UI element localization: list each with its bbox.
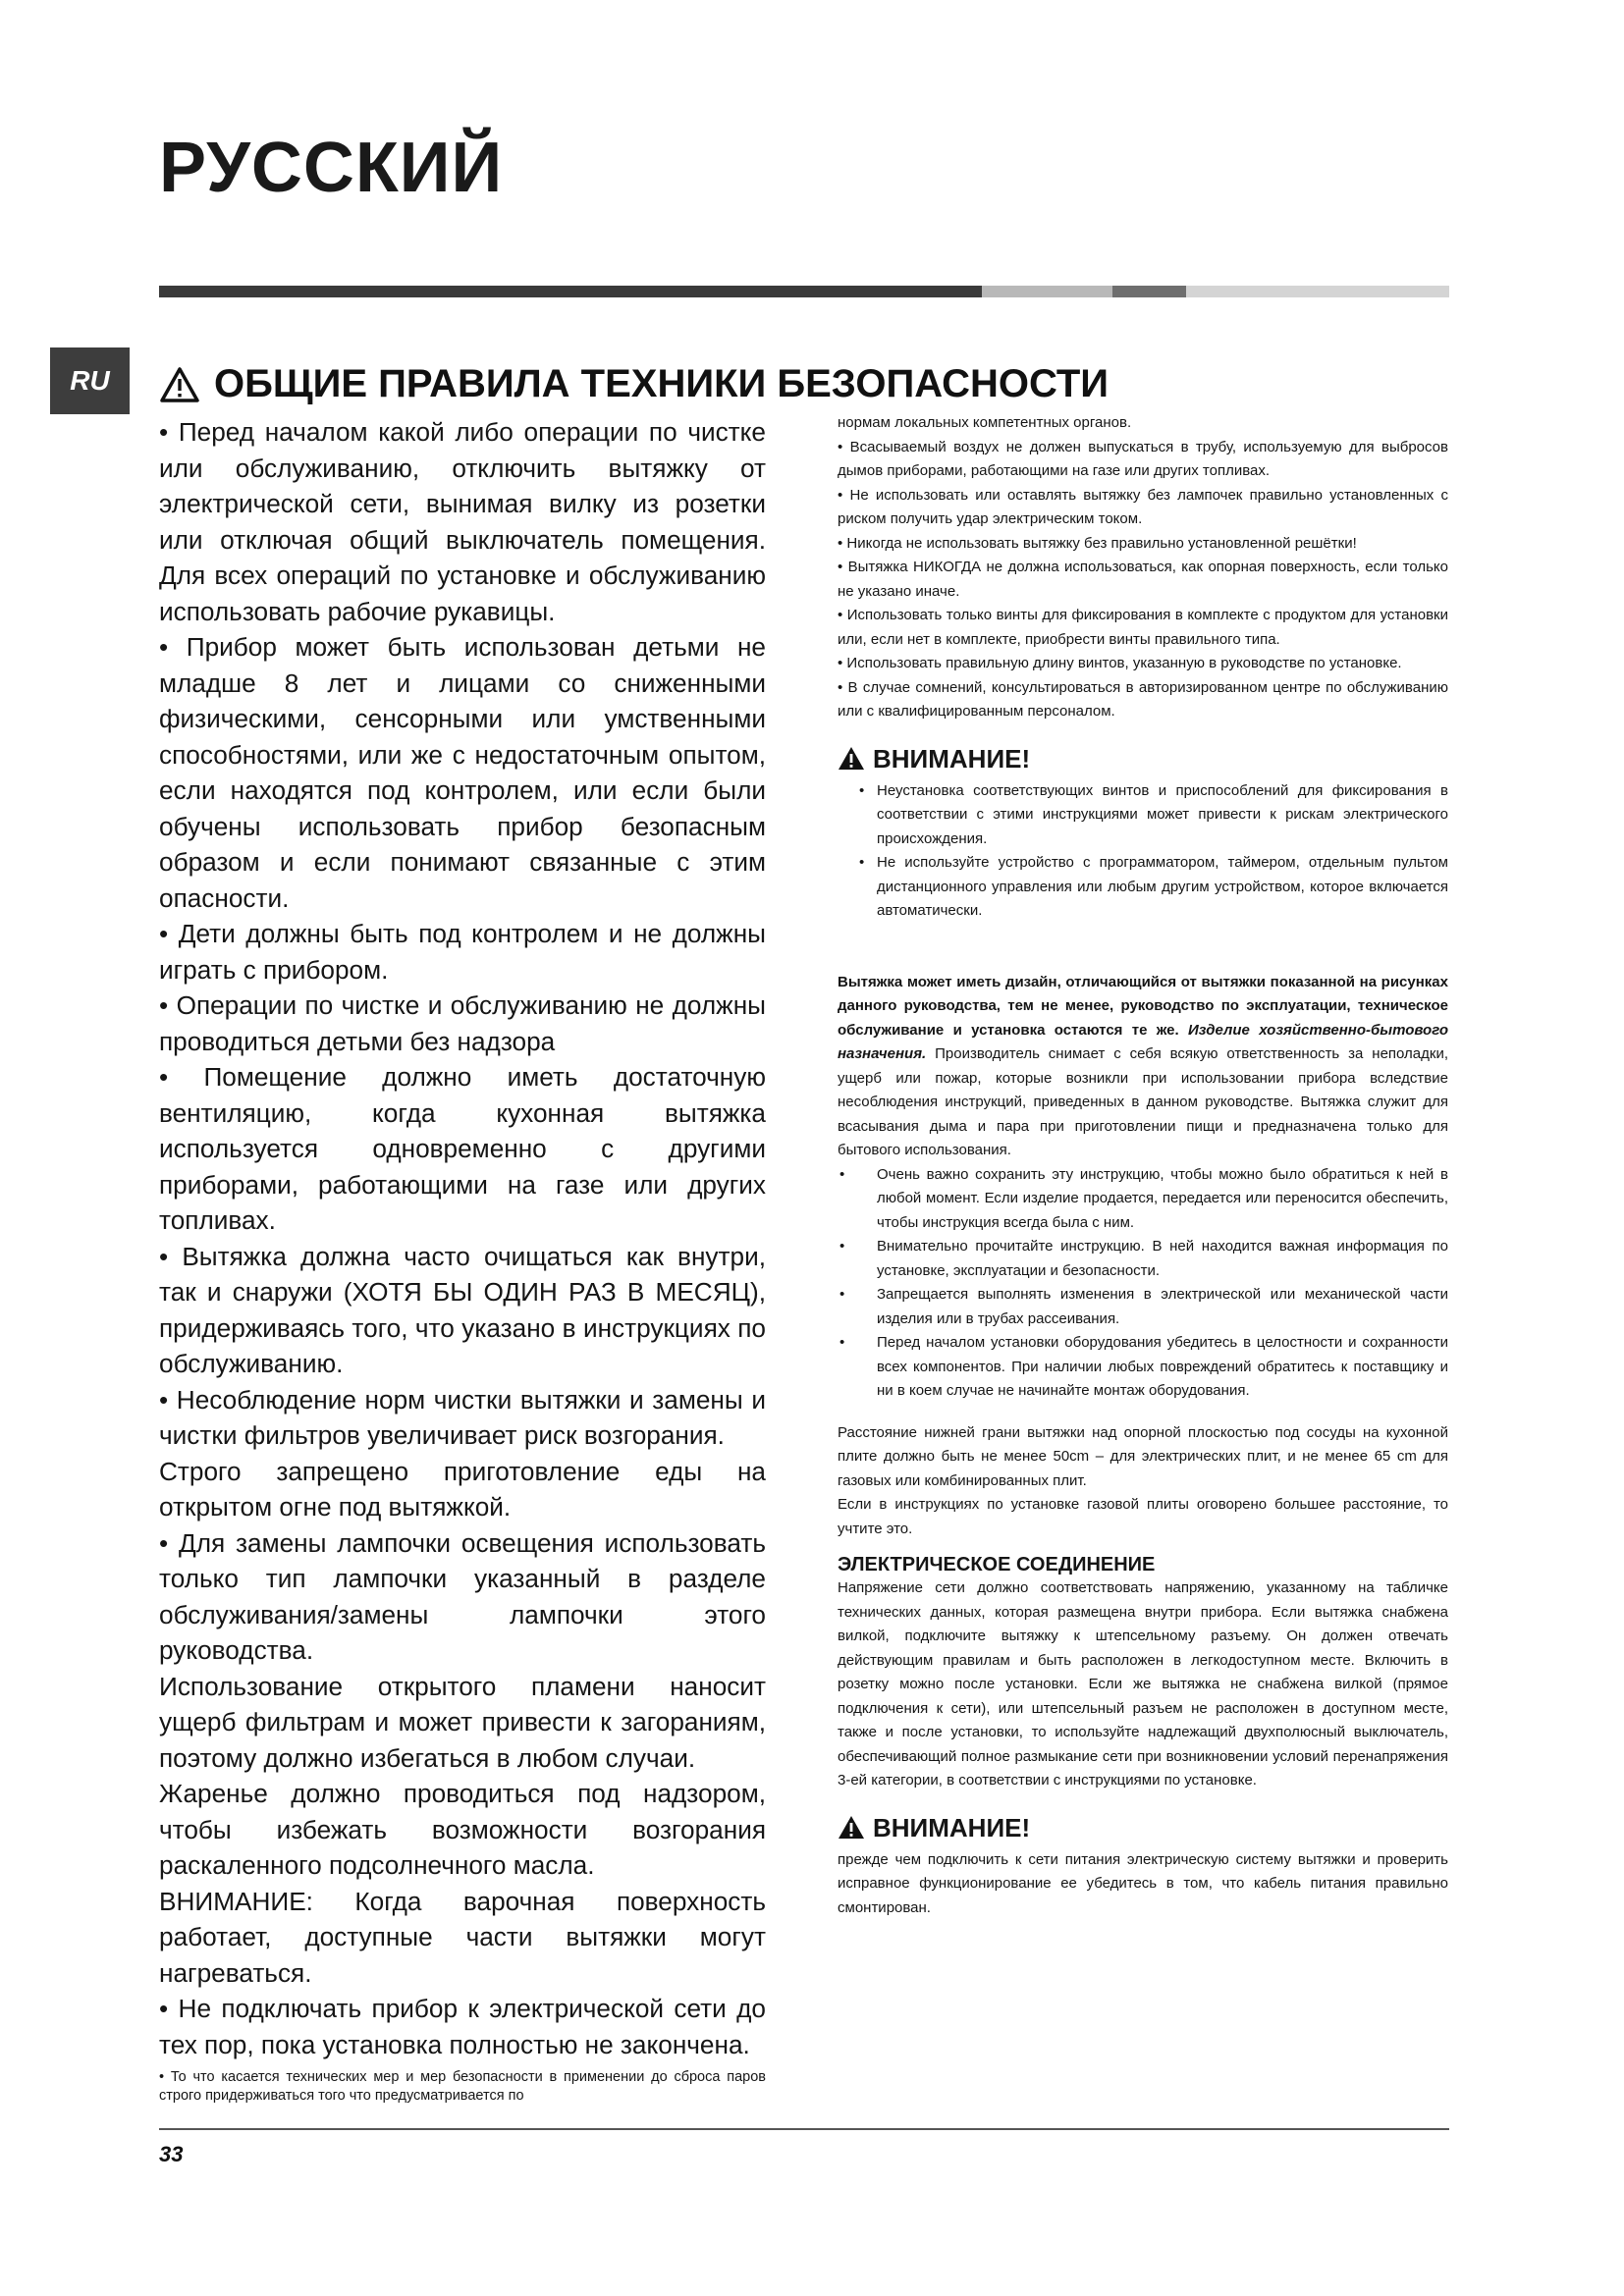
header-stripe-mid — [1112, 286, 1186, 297]
paragraph: Использование открытого пламени наносит ущерб фильтрам и может привести к загораниям, поэтому должно избегаться в любом случаи. — [159, 1671, 766, 1773]
language-title: РУССКИЙ — [159, 129, 504, 207]
bullet-item: • Всасываемый воздух не должен выпускаться в трубу, используемую для выбросов дымов приборами, работающими на газе или других топливах. — [838, 438, 1448, 479]
warning-triangle-filled-icon — [838, 746, 865, 771]
distance-text-2: Если в инструкциях по установке газовой плиты оговорено большее расстояние, то учтите это. — [838, 1496, 1448, 1537]
paragraph: • Вытяжка должна часто очищаться как внутри, так и снаружи (ХОТЯ БЫ ОДИН РАЗ В МЕСЯЦ), придерживаясь того, что указано в инструкциях по обслуживанию. — [159, 1241, 766, 1378]
language-badge: RU — [50, 347, 130, 414]
warning-title: ВНИМАНИЕ! — [873, 743, 1031, 774]
paragraph: • Помещение должно иметь достаточную вентиляцию, когда кухонная вытяжка используется одновременно с другими приборами, работающими на газе или других топливах. — [159, 1062, 766, 1235]
instruction-list — [838, 1163, 1448, 1404]
right-column — [838, 411, 1448, 1920]
warning-triangle-outline-icon — [159, 366, 200, 403]
paragraph: • Прибор может быть использован детьми не младше 8 лет и лицами со сниженными физическими, сенсорными или умственными способностями, или же с недостаточным опытом, если находятся под контролем, или если были обучены использовать прибор безопасным образом и если понимают связанные с этим опасности. — [159, 632, 766, 913]
list-item: • Внимательно прочитайте инструкцию. В ней находится важная информация по установке, эксплуатации и безопасности. — [838, 1235, 1448, 1283]
bullet-item: • В случае сомнений, консультироваться в авторизированном центре по обслуживанию или с квалифицированным персоналом. — [838, 678, 1448, 720]
household-text: Производитель снимает с себя всякую ответственность за неполадки, ущерб или пожар, которые возникли при использовании прибора вследствие несоблюдения инструкций, приведенных в данном руководстве. Вытяжка служит для всасывания дыма и пара при приготовлении пищи и предназначена только для бытового использования. — [838, 1045, 1448, 1158]
warning-heading — [838, 744, 1448, 774]
list-item: • Перед началом установки оборудования убедитесь в целостности и сохранности всех компонентов. При наличии любых повреждений обратитесь к поставщику и ни в коем случае не начинайте монтаж оборудования. — [838, 1331, 1448, 1404]
section-title — [159, 362, 1109, 406]
paragraph: Жаренье должно проводиться под надзором, чтобы избежать возможности возгорания раскаленного подсолнечного масла. — [159, 1779, 766, 1880]
continuation-text: нормам локальных компетентных органов. — [838, 414, 1132, 431]
electrical-text: Напряжение сети должно соответствовать напряжению, указанному на табличке технических данных, которая размещена внутри прибора. Если вытяжка снабжена вилкой, подключите вытяжку к штепсельному разъему. Он должен отвечать действующим правилам и быть расположен в легкодоступном месте. Включить в розетку можно после установки. Если же вытяжка не снабжена вилкой (прямое подключения к сети), или штепсельный разъем не расположен в доступном месте, также и после установки, то используйте надлежащий двухполюсный выключатель, обеспечивающий полное размыкание сети при возникновении условий перенапряжения 3-ей категории, в соответствии с инструкциями по установке. — [838, 1579, 1448, 1789]
paragraph: • Несоблюдение норм чистки вытяжки и замены и чистки фильтров увеличивает риск возгорания. — [159, 1384, 766, 1450]
paragraph: ВНИМАНИЕ: Когда варочная поверхность работает, доступные части вытяжки могут нагреваться. — [159, 1886, 766, 1988]
household-label: Изделие хозяйственно-бытового назначения. — [838, 1021, 1449, 1062]
design-note — [838, 971, 1448, 1163]
design-note-bold: Вытяжка может иметь дизайн, отличающийся от вытяжки показанной на рисунках данного руководства, тем не менее, руководство по эксплуатации, техническое обслуживание и установка остаются те же. — [838, 973, 1448, 1039]
page-number: 33 — [159, 2142, 184, 2166]
electrical-heading: ЭЛЕКТРИЧЕСКОЕ СОЕДИНЕНИЕ — [838, 1554, 1156, 1575]
warning-title: ВНИМАНИЕ! — [873, 1812, 1031, 1842]
warning-triangle-filled-icon — [838, 1815, 865, 1840]
distance-text: Расстояние нижней грани вытяжки над опорной плоскостью под сосуды на кухонной плите должно быть не менее 50cm – для электрических плит, и не менее 65 cm для газовых или комбинированных плит. — [838, 1423, 1448, 1489]
list-item: • Не используйте устройство с программатором, таймером, отдельным пультом дистанционного управления или любым другим устройством, которое включается автоматически. — [838, 851, 1448, 924]
warning-text: прежде чем подключить к сети питания электрическую систему вытяжки и проверить исправное функционирование ее убедитесь в том, что кабель питания правильно смонтирован. — [838, 1850, 1448, 1916]
list-item: • Запрещается выполнять изменения в электрической или механической части изделия или в трубах рассеивания. — [838, 1283, 1448, 1331]
header-stripe-dark — [159, 286, 982, 297]
paragraph: • Не подключать прибор к электрической сети до тех пор, пока установка полностью не закончена. — [159, 1994, 766, 2059]
small-note: • То что касается технических мер и мер безопасности в применении до сброса паров строго придерживаться того что предусматривается по — [159, 2069, 766, 2104]
bullet-item: • Никогда не использовать вытяжку без правильно установленной решётки! — [838, 534, 1357, 552]
list-item: • Очень важно сохранить эту инструкцию, чтобы можно было обратиться к ней в любой момент. Если изделие продается, передается или переносится обеспечить, чтобы инструкция всегда была с ним. — [838, 1163, 1448, 1236]
left-column — [159, 414, 766, 2105]
footer-divider — [159, 2128, 1449, 2130]
header-stripe-light — [982, 286, 1112, 297]
paragraph: • Операции по чистке и обслуживанию не должны проводиться детьми без надзора — [159, 990, 766, 1056]
bullet-item: • Использовать правильную длину винтов, указанную в руководстве по установке. — [838, 655, 1402, 671]
paragraph: • Для замены лампочки освещения использовать только тип лампочки указанный в разделе обслуживания/замены лампочки этого руководства. — [159, 1527, 766, 1665]
list-item: • Неустановка соответствующих винтов и приспособлений для фиксирования в соответствии с этими инструкциями может привести к рискам электрического происхождения. — [838, 779, 1448, 852]
paragraph: Строго запрещено приготовление еды на открытом огне под вытяжкой. — [159, 1456, 766, 1522]
warning-list — [838, 779, 1448, 924]
bullet-item: • Использовать только винты для фиксирования в комплекте с продуктом для установки или, если нет в комплекте, приобрести винты правильного типа. — [838, 607, 1448, 648]
bullet-item: • Вытяжка НИКОГДА не должна использоваться, как опорная поверхность, если только не указано иначе. — [838, 559, 1448, 600]
section-title-text: ОБЩИЕ ПРАВИЛА ТЕХНИКИ БЕЗОПАСНОСТИ — [214, 362, 1110, 405]
paragraph: • Дети должны быть под контролем и не должны играть с прибором. — [159, 919, 766, 985]
paragraph: • Перед началом какой либо операции по чистке или обслуживанию, отключить вытяжку от электрической сети, вынимая вилку из розетки или отключая общий выключатель помещения. Для всех операций по установке и обслуживанию использовать рабочие рукавицы. — [159, 417, 766, 626]
warning-heading — [838, 1813, 1448, 1842]
header-stripe-pale — [1186, 286, 1449, 297]
bullet-item: • Не использовать или оставлять вытяжку без лампочек правильно установленных с риском получить удар электрическим током. — [838, 486, 1448, 527]
